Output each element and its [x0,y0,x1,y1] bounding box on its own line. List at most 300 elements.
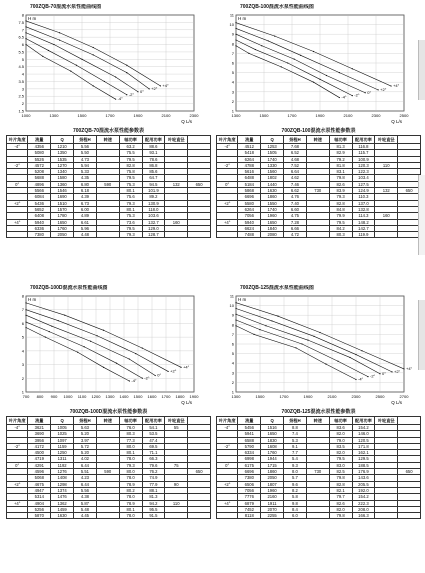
table-cell: 6998 [238,456,261,462]
series-point [261,45,262,46]
series-line [26,21,160,86]
table-cell: 6084 [28,194,51,200]
table-cell: 1360 [51,181,74,187]
series-point [135,353,136,354]
x-tick-label: 2300 [371,113,381,118]
table-cell: 82.8 [329,200,352,206]
table-row [217,188,421,194]
series-point [313,51,314,52]
table-cell: 80.1 [119,188,142,194]
column-header: 轴功率 [329,417,352,425]
table-cell: 7.7 [284,450,307,456]
series-point [25,32,26,33]
table-cell: 122.3 [352,169,375,175]
table-cell: 53.5 [142,431,165,437]
table-cell: 4.73 [74,156,97,162]
column-header: 叶轮直径 [165,136,188,144]
table-cell: 1270 [51,162,74,168]
table-cell: 7380 [238,475,261,481]
table-cell: 73.6 [119,219,142,225]
table-cell: 2255 [261,513,284,519]
x-tick-label: 900 [50,394,58,399]
series-point [64,315,65,316]
series-point [76,65,77,66]
table-row [217,232,421,238]
table-cell: 80.1 [119,506,142,512]
x-tick-label: 1500 [259,113,269,118]
series-point [265,325,266,326]
chart-title: 700ZQB-100D混流水泵性能曲线图 [30,285,108,291]
table-cell: 110 [165,500,188,506]
series-point [59,40,60,41]
series-point [129,380,130,381]
series-point [319,79,320,80]
table-cell: 9.6 [284,481,307,487]
table-cell: 79.5 [119,225,142,231]
series-point [155,375,156,376]
column-header: 扬程H [74,136,97,144]
table-cell: 6.64 [284,169,307,175]
table-cell [398,513,421,519]
series-point [168,371,169,372]
table-cell: 6696 [238,194,261,200]
table-cell: 75.8 [119,169,142,175]
table-header-row [7,136,211,144]
table-cell: 4.76 [284,194,307,200]
series-point [25,302,26,303]
x-tick-label: 1300 [49,113,59,118]
table-cell: 82.9 [329,150,352,156]
table-cell: 63.2 [119,144,142,150]
series-point [104,81,105,82]
table-cell: 116.8 [352,144,375,150]
table-cell: 77.3 [119,437,142,443]
quadrant-700zqb-70 [6,4,211,238]
series-point [235,22,236,23]
table-cell: 7.28 [284,219,307,225]
table-cell: +2° [7,481,28,487]
table-cell: 80.3 [119,431,142,437]
series-point [281,66,282,67]
table-cell: 130.9 [142,200,165,206]
table-cell: 4.35 [74,175,97,181]
table-cell: +4° [7,219,28,225]
series-point [259,329,260,330]
table-cell: 5.20 [74,431,97,437]
table-cell: 160 [375,213,398,219]
table-cell: 79.5 [329,456,352,462]
table-cell: 93.1 [142,150,165,156]
x-tick-label: 1200 [91,394,101,399]
series-point [25,38,26,39]
table-cell: 114.3 [352,213,375,219]
series-label: +4° [183,364,190,370]
table-cell: 6.18 [74,188,97,194]
table-cell: 82.8 [329,481,352,487]
chart-title: 700ZQB-100混流水泵性能曲线图 [240,4,314,10]
series-line [236,320,368,377]
table-header-row [7,417,211,425]
series-point [326,75,327,76]
x-tick-label: 2300 [351,394,361,399]
y-tick-label: 9 [231,31,234,37]
table-cell: 1311 [51,456,74,462]
table-cell: 1440 [261,181,284,187]
table-cell: 5868 [238,188,261,194]
table-header-row [217,417,421,425]
series-label: 0° [140,88,144,94]
series-point [235,34,236,35]
table-cell: 6879 [238,500,261,506]
y-tick-label: 2.5 [18,93,24,99]
x-tick-label: 2700 [399,394,409,399]
table-cell: 8.0 [284,469,307,475]
table-cell: 1535 [51,156,74,162]
series-point [90,341,91,342]
table-cell: -4° [217,425,238,431]
table-cell: 5940 [238,219,261,225]
series-point [126,65,127,66]
table-cell: 5.96 [74,225,97,231]
y-tick-label: 6 [231,341,234,347]
table-cell: 79.6 [142,462,165,468]
series-label: 0° [382,370,386,376]
table-cell: 6696 [238,469,261,475]
quadrant-700zqb-100d [6,285,211,519]
series-point [287,62,288,63]
table-cell: -4° [7,144,28,150]
table-cell: 730 [306,469,329,475]
table-cell: 4.89 [74,213,97,219]
table-cell: 137.0 [352,200,375,206]
series-point [53,44,54,45]
table-cell: 6.73 [74,200,97,206]
series-point [235,302,236,303]
table-cell: 115.7 [352,150,375,156]
y-tick-label: 8 [21,293,24,299]
table-cell: +2° [217,200,238,206]
performance-table [216,416,421,519]
table-cell: 4719 [28,456,51,462]
series-line [236,40,352,96]
column-header: Q [261,136,284,144]
table-cell: 6264 [238,156,261,162]
table-cell: 5436 [28,200,51,206]
table-cell: 76.2 [142,469,165,475]
series-point [355,354,356,355]
x-tick-label: 1700 [279,394,289,399]
series-label: +4° [162,82,169,88]
y-tick-label: 3.5 [18,78,24,84]
table-cell: 1960 [261,487,284,493]
table-cell: 6.44 [74,481,97,487]
table-cell: 83.0 [329,462,352,468]
table-cell: 4572 [28,162,51,168]
table-cell: 7.40 [284,200,307,206]
table-cell: 1476 [51,494,74,500]
table-cell: 2070 [261,506,284,512]
table-cell [188,513,211,519]
table-cell: 82.0 [329,450,352,456]
column-header: 叶片角度 [217,417,238,425]
series-label: +4° [393,83,400,89]
table-cell: 6336 [28,225,51,231]
series-line [26,328,129,381]
y-tick-label: 5 [231,70,234,76]
series-label: 0° [157,372,162,378]
table-cell: 5184 [238,181,261,187]
table-cell [375,232,398,238]
x-tick-label: 1500 [255,394,265,399]
table-cell: 6.00 [74,206,97,212]
table-cell: 1550 [261,200,284,206]
chart-title: 700ZQB-70混流水泵性能曲线图 [30,4,102,10]
series-point [81,59,82,60]
table-cell: 78.0 [119,475,142,481]
series-point [319,332,320,333]
series-label: +2° [151,85,158,91]
x-tick-label: 2100 [343,113,353,118]
table-cell: 5.63 [74,425,97,431]
series-point [235,319,236,320]
table-cell: 132 [375,188,398,194]
table-cell: 1944 [261,456,284,462]
table-cell: 1192 [51,462,74,468]
y-tick-label: 1 [231,389,234,395]
y-tick-label: 7 [21,307,24,313]
column-header: 叶片角度 [7,417,28,425]
table-header-row [217,136,421,144]
table-cell: 5314 [28,494,51,500]
table-cell: 5.56 [74,487,97,493]
x-axis-label: Q L/s [181,400,192,405]
series-point [271,320,272,321]
x-tick-label: 800 [36,394,44,399]
table-cell: 9.3 [284,462,307,468]
table-cell: 88.6 [142,144,165,150]
table-cell: 54.1 [142,425,165,431]
series-point [42,56,43,57]
table-cell: 3690 [28,431,51,437]
table-cell: 5.33 [74,169,97,175]
table-cell: 127.5 [352,181,375,187]
series-point [93,85,94,86]
table-cell: 6624 [238,225,261,231]
series-point [255,49,256,50]
table-cell: 176.9 [352,469,375,475]
table-cell: +2° [7,200,28,206]
table-cell: 120.5 [352,437,375,443]
table-cell: 82.0 [329,506,352,512]
table-cell: 55 [165,425,188,431]
series-point [355,379,356,380]
table-cell: 1760 [261,450,284,456]
column-header: 转速 [96,136,119,144]
table-cell: 79.8 [329,475,352,481]
table-cell: 80.0 [119,443,142,449]
y-tick-label: 3 [231,370,234,376]
table-cell: 5256 [28,506,51,512]
table-cell: 4356 [28,144,51,150]
y-axis-label: H m [238,16,247,21]
table-cell: 171.8 [352,443,375,449]
table-cell: +2° [217,481,238,487]
table-cell: 90 [165,481,188,487]
table-cell: 6264 [238,206,261,212]
column-header: 流量 [28,417,51,425]
table-cell: 4.68 [284,156,307,162]
table-cell: 1715 [261,462,284,468]
table-cell: 4.39 [74,194,97,200]
table-cell: 166.3 [352,513,375,519]
y-tick-label: 4.5 [18,64,24,70]
table-cell: 4675 [28,481,51,487]
series-line [26,45,116,100]
table-cell: 5941 [238,431,261,437]
quadrant-700zqb-125 [216,285,421,519]
table-cell: 5.50 [74,150,97,156]
performance-chart-svg [6,11,211,126]
table-cell: 83.9 [329,188,352,194]
series-point [25,20,26,21]
table-cell: 79.8 [329,175,352,181]
series-point [49,331,50,332]
table-cell: +4° [217,219,238,225]
table-cell: 6.62 [284,188,307,194]
series-point [59,32,60,33]
table-cell: 4172 [28,443,51,449]
table-cell: 75.5 [119,150,142,156]
x-tick-label: 2100 [161,113,171,118]
series-point [361,350,362,351]
table-cell: 80.1 [119,206,142,212]
table-cell: 1760 [51,225,74,231]
table-cell: 1650 [51,219,74,225]
table-cell: 1250 [51,450,74,456]
series-point [25,315,26,316]
chart-700zqb-100 [216,11,421,126]
table-cell: 78.0 [119,456,142,462]
table-cell: 222.3 [352,500,375,506]
table-cell: 118.0 [142,206,165,212]
series-point [379,373,380,374]
table-cell: 650 [188,181,211,187]
x-tick-label: 1300 [231,113,241,118]
table-cell: 81.3 [329,144,352,150]
table-cell: 6.60 [284,206,307,212]
series-point [294,59,295,60]
table-cell: 7.68 [284,144,307,150]
table-cell: 0° [217,462,238,468]
table-cell: 9.8 [284,500,307,506]
table-cell: 162.1 [352,450,375,456]
series-point [142,378,143,379]
table-cell [7,513,28,519]
y-tick-label: 4 [21,71,24,77]
table-cell: 1860 [261,469,284,475]
table-cell: 80.1 [119,450,142,456]
series-point [93,47,94,48]
column-header: 叶片角度 [217,136,238,144]
series-point [93,54,94,55]
y-tick-label: 7 [231,50,234,56]
table-cell: 75.3 [119,181,142,187]
series-point [339,72,340,73]
table-cell: 1911 [261,500,284,506]
table-cell: 1340 [51,169,74,175]
series-point [349,357,350,358]
table-cell: 4.48 [74,232,97,238]
table-cell: 103.4 [352,175,375,181]
series-point [253,334,254,335]
column-header: Q [51,136,74,144]
table-cell: 590 [96,469,119,475]
table-cell: 6.52 [284,150,307,156]
table-cell: 78.0 [119,494,142,500]
table-cell: 94.5 [142,181,165,187]
column-header: 叶片角度 [7,136,28,144]
y-tick-label: 3 [231,89,234,95]
table-cell: 80.2 [119,487,142,493]
table-cell: 1350 [51,150,74,156]
series-point [25,44,26,45]
table-cell: 110 [375,162,398,168]
table-cell: 4.75 [284,213,307,219]
series-point [390,85,391,86]
table-cell: 1650 [261,219,284,225]
column-header: 扬程H [74,417,97,425]
table-row [7,513,211,519]
table-cell: 4500 [28,450,51,456]
column-header: 轴功率 [329,136,352,144]
table-cell: 6488 [238,175,261,181]
table-cell: 95.5 [142,506,165,512]
table-cell: 1253 [261,144,284,150]
series-point [25,26,26,27]
y-tick-label: 7.5 [18,19,24,25]
y-tick-label: 9 [231,312,234,318]
table-cell: 4.38 [74,494,97,500]
column-header [398,417,421,425]
table-cell: 1516 [261,425,284,431]
table-cell: 1459 [51,506,74,512]
table-cell: 2080 [261,232,284,238]
series-point [126,72,127,73]
table-cell: 78.9 [119,481,142,487]
series-line [236,28,378,89]
table-cell: 0° [217,181,238,187]
table-cell: 5652 [28,206,51,212]
y-tick-label: 1.5 [18,108,24,114]
x-tick-label: 1100 [77,394,87,399]
table-cell: 192.0 [352,487,375,493]
table-cell: -2° [217,162,238,168]
table-cell: 82.1 [329,487,352,493]
y-tick-label: 5.5 [18,49,24,55]
page-edge-tab [418,175,425,255]
series-point [25,309,26,310]
series-point [137,91,138,92]
series-point [352,95,353,96]
y-tick-label: 10 [229,22,234,28]
x-tick-label: 1700 [105,113,115,118]
table-cell: 8.8 [284,425,307,431]
table-cell: 3.97 [74,437,97,443]
y-tick-label: 2 [21,375,24,381]
table-title: 700ZQB-125混流水泵性能参数表 [281,409,356,415]
x-tick-label: 2300 [189,113,199,118]
series-label: -4° [341,94,347,100]
